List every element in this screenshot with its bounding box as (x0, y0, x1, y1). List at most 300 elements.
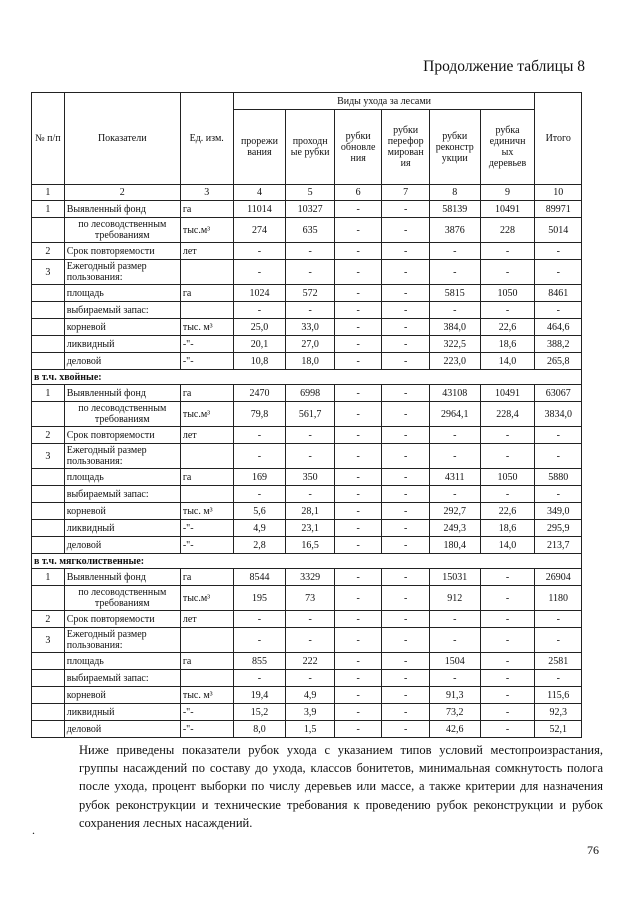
table-row (32, 336, 582, 353)
column-number: 1 (32, 185, 65, 201)
value-cell: - (334, 353, 382, 370)
row-label: выбираемый запас: (64, 670, 180, 687)
row-label: по лесоводственным требованиям (64, 586, 180, 611)
value-cell: 8544 (233, 569, 286, 586)
stray-dot: . (32, 823, 35, 837)
row-unit: тыс. м³ (180, 319, 233, 336)
value-cell: - (480, 653, 535, 670)
value-cell: - (429, 444, 480, 469)
value-cell: 23,1 (286, 520, 335, 537)
value-cell: - (334, 444, 382, 469)
value-cell: 1050 (480, 469, 535, 486)
column-number-row (32, 185, 582, 201)
value-cell: - (233, 444, 286, 469)
value-cell: 222 (286, 653, 335, 670)
row-number: 3 (32, 628, 65, 653)
row-unit: га (180, 385, 233, 402)
value-cell: 4,9 (286, 687, 335, 704)
value-cell: - (480, 687, 535, 704)
value-cell: 10327 (286, 201, 335, 218)
value-cell: - (286, 670, 335, 687)
value-cell: 3834,0 (535, 402, 582, 427)
value-cell: 18,6 (480, 336, 535, 353)
value-cell: 19,4 (233, 687, 286, 704)
value-cell: 180,4 (429, 537, 480, 554)
value-cell: 33,0 (286, 319, 335, 336)
header-col-passage: проходн ые рубки (286, 110, 335, 185)
table-row (32, 260, 582, 285)
table-caption: Продолжение таблицы 8 (423, 58, 585, 75)
value-cell: 16,5 (286, 537, 335, 554)
value-cell: 58139 (429, 201, 480, 218)
value-cell: - (480, 721, 535, 738)
value-cell: - (334, 486, 382, 503)
value-cell: 5,6 (233, 503, 286, 520)
table-row (32, 385, 582, 402)
value-cell: - (480, 444, 535, 469)
table-row (32, 569, 582, 586)
table-row (32, 285, 582, 302)
value-cell: 25,0 (233, 319, 286, 336)
column-number: 3 (180, 185, 233, 201)
value-cell: 18,6 (480, 520, 535, 537)
column-number: 5 (286, 185, 335, 201)
value-cell: - (382, 469, 430, 486)
value-cell: 350 (286, 469, 335, 486)
table-row (32, 503, 582, 520)
row-number (32, 469, 65, 486)
value-cell: 79,8 (233, 402, 286, 427)
value-cell: 384,0 (429, 319, 480, 336)
value-cell: - (233, 302, 286, 319)
value-cell: - (535, 302, 582, 319)
value-cell: - (334, 687, 382, 704)
value-cell: - (535, 670, 582, 687)
value-cell: 274 (233, 218, 286, 243)
row-unit (180, 302, 233, 319)
value-cell: - (480, 586, 535, 611)
column-number: 2 (64, 185, 180, 201)
value-cell: - (480, 569, 535, 586)
row-number (32, 704, 65, 721)
value-cell: - (334, 336, 382, 353)
value-cell: - (535, 243, 582, 260)
row-unit (180, 486, 233, 503)
value-cell: - (334, 302, 382, 319)
table-row (32, 201, 582, 218)
value-cell: 52,1 (535, 721, 582, 738)
value-cell: - (334, 201, 382, 218)
value-cell: - (535, 486, 582, 503)
value-cell: 91,3 (429, 687, 480, 704)
value-cell: 2581 (535, 653, 582, 670)
row-number: 3 (32, 444, 65, 469)
value-cell: - (334, 503, 382, 520)
value-cell: 295,9 (535, 520, 582, 537)
row-label: по лесоводственным требованиям (64, 402, 180, 427)
value-cell: - (382, 628, 430, 653)
value-cell: - (286, 260, 335, 285)
value-cell: - (382, 537, 430, 554)
value-cell: 8,0 (233, 721, 286, 738)
row-unit: тыс. м³ (180, 503, 233, 520)
value-cell: - (382, 569, 430, 586)
row-label: выбираемый запас: (64, 302, 180, 319)
value-cell: - (286, 243, 335, 260)
value-cell: 22,6 (480, 503, 535, 520)
value-cell: 22,6 (480, 319, 535, 336)
value-cell: 912 (429, 586, 480, 611)
table-row (32, 486, 582, 503)
column-number: 6 (334, 185, 382, 201)
value-cell: 42,6 (429, 721, 480, 738)
value-cell: 561,7 (286, 402, 335, 427)
value-cell: - (535, 628, 582, 653)
table-row (32, 611, 582, 628)
value-cell: 3329 (286, 569, 335, 586)
value-cell: - (334, 670, 382, 687)
column-number: 7 (382, 185, 430, 201)
row-number (32, 586, 65, 611)
value-cell: - (382, 503, 430, 520)
row-number (32, 486, 65, 503)
table-row (32, 402, 582, 427)
value-cell: 1,5 (286, 721, 335, 738)
table-row (32, 670, 582, 687)
table-row (32, 469, 582, 486)
value-cell: 14,0 (480, 537, 535, 554)
row-label: ликвидный (64, 336, 180, 353)
value-cell: 5014 (535, 218, 582, 243)
row-unit: лет (180, 243, 233, 260)
value-cell: 1050 (480, 285, 535, 302)
table-row (32, 537, 582, 554)
row-unit: га (180, 285, 233, 302)
column-number: 10 (535, 185, 582, 201)
value-cell: - (334, 402, 382, 427)
row-number: 3 (32, 260, 65, 285)
row-number (32, 218, 65, 243)
body-paragraph: Ниже приведены показатели рубок ухода с указанием типов условий местопроизрастания, группы насаждений по составу до ухода, классов бонитетов, минимальная сомкнутость полога после ухода, процент выборки по числу деревьев или массе, а также критерии для назначения рубок реконструкции и технические требования к проведению рубок реконструкции и рубок сохранения лесных насаждений. (79, 743, 603, 830)
value-cell: 213,7 (535, 537, 582, 554)
table-row (32, 444, 582, 469)
value-cell: 115,6 (535, 687, 582, 704)
value-cell: - (382, 687, 430, 704)
forest-care-table (31, 92, 582, 738)
value-cell: 223,0 (429, 353, 480, 370)
header-col-renewal: рубки обновле ния (334, 110, 382, 185)
value-cell: - (382, 243, 430, 260)
value-cell: - (429, 260, 480, 285)
row-unit: -"- (180, 721, 233, 738)
value-cell: - (382, 611, 430, 628)
value-cell: - (334, 611, 382, 628)
value-cell: 265,8 (535, 353, 582, 370)
row-label: Ежегодный размер пользования: (64, 628, 180, 653)
row-unit: га (180, 569, 233, 586)
value-cell: - (334, 628, 382, 653)
value-cell: - (233, 486, 286, 503)
table-row (32, 243, 582, 260)
row-number (32, 353, 65, 370)
value-cell: 349,0 (535, 503, 582, 520)
value-cell: - (286, 628, 335, 653)
table-row (32, 427, 582, 444)
value-cell: 2964,1 (429, 402, 480, 427)
value-cell: - (382, 218, 430, 243)
value-cell: 1504 (429, 653, 480, 670)
value-cell: 169 (233, 469, 286, 486)
row-label: площадь (64, 653, 180, 670)
row-label: Выявленный фонд (64, 569, 180, 586)
row-label: Срок повторяемости (64, 611, 180, 628)
value-cell: 18,0 (286, 353, 335, 370)
value-cell: - (233, 611, 286, 628)
row-unit: -"- (180, 704, 233, 721)
value-cell: 92,3 (535, 704, 582, 721)
value-cell: - (535, 611, 582, 628)
value-cell: - (429, 628, 480, 653)
header-col-single-trees: рубка единичн ых деревьев (480, 110, 535, 185)
row-label: Ежегодный размер пользования: (64, 444, 180, 469)
value-cell: 10,8 (233, 353, 286, 370)
value-cell: - (334, 319, 382, 336)
value-cell: - (334, 427, 382, 444)
header-np: № п/п (32, 93, 65, 185)
value-cell: 464,6 (535, 319, 582, 336)
value-cell: - (233, 260, 286, 285)
table-row (32, 721, 582, 738)
value-cell: 3,9 (286, 704, 335, 721)
value-cell: - (429, 302, 480, 319)
value-cell: 249,3 (429, 520, 480, 537)
column-number: 4 (233, 185, 286, 201)
table-row (32, 586, 582, 611)
value-cell: - (382, 586, 430, 611)
row-unit: -"- (180, 353, 233, 370)
row-unit: га (180, 469, 233, 486)
value-cell: 1180 (535, 586, 582, 611)
row-unit: га (180, 653, 233, 670)
value-cell: - (429, 611, 480, 628)
value-cell: - (480, 243, 535, 260)
value-cell: 2470 (233, 385, 286, 402)
value-cell: - (334, 537, 382, 554)
value-cell: 10491 (480, 385, 535, 402)
row-number (32, 285, 65, 302)
value-cell: - (429, 243, 480, 260)
value-cell: - (334, 586, 382, 611)
header-col-reformation: рубки перефор мирован ия (382, 110, 430, 185)
value-cell: - (286, 427, 335, 444)
row-number (32, 402, 65, 427)
value-cell: 73,2 (429, 704, 480, 721)
value-cell: 20,1 (233, 336, 286, 353)
header-col-thinning: прорежи вания (233, 110, 286, 185)
value-cell: - (535, 444, 582, 469)
row-label: деловой (64, 537, 180, 554)
row-unit (180, 444, 233, 469)
value-cell: - (480, 611, 535, 628)
row-number (32, 319, 65, 336)
value-cell: 572 (286, 285, 335, 302)
value-cell: 388,2 (535, 336, 582, 353)
value-cell: 5880 (535, 469, 582, 486)
row-unit (180, 260, 233, 285)
value-cell: - (334, 243, 382, 260)
row-number (32, 687, 65, 704)
table-row (32, 628, 582, 653)
row-number (32, 520, 65, 537)
value-cell: 195 (233, 586, 286, 611)
row-label: деловой (64, 721, 180, 738)
row-label: корневой (64, 503, 180, 520)
header-indicators: Показатели (64, 93, 180, 185)
value-cell: - (382, 704, 430, 721)
row-number (32, 302, 65, 319)
value-cell: - (480, 302, 535, 319)
value-cell: - (233, 628, 286, 653)
value-cell: - (286, 302, 335, 319)
row-unit: тыс.м³ (180, 218, 233, 243)
value-cell: - (480, 704, 535, 721)
row-unit (180, 670, 233, 687)
table-row (32, 520, 582, 537)
table-row (32, 687, 582, 704)
value-cell: - (334, 469, 382, 486)
value-cell: - (334, 704, 382, 721)
value-cell: 4,9 (233, 520, 286, 537)
table-row (32, 319, 582, 336)
value-cell: 10491 (480, 201, 535, 218)
table-row (32, 704, 582, 721)
page-number: 76 (587, 843, 599, 857)
value-cell: - (382, 486, 430, 503)
row-number (32, 336, 65, 353)
row-unit (180, 628, 233, 653)
row-unit: га (180, 201, 233, 218)
value-cell: - (286, 486, 335, 503)
row-number: 2 (32, 427, 65, 444)
value-cell: 11014 (233, 201, 286, 218)
row-number (32, 537, 65, 554)
value-cell: - (480, 628, 535, 653)
table-body (32, 201, 582, 738)
column-number: 9 (480, 185, 535, 201)
header-care-types: Виды ухода за лесами (233, 93, 535, 110)
value-cell: - (382, 670, 430, 687)
header-unit: Ед. изм. (180, 93, 233, 185)
row-unit: лет (180, 611, 233, 628)
value-cell: - (382, 285, 430, 302)
value-cell: - (382, 520, 430, 537)
row-unit: тыс.м³ (180, 402, 233, 427)
row-label: деловой (64, 353, 180, 370)
row-number: 2 (32, 611, 65, 628)
value-cell: - (382, 353, 430, 370)
value-cell: 322,5 (429, 336, 480, 353)
table-row (32, 218, 582, 243)
row-label: площадь (64, 469, 180, 486)
value-cell: 15,2 (233, 704, 286, 721)
row-label: Ежегодный размер пользования: (64, 260, 180, 285)
value-cell: - (382, 319, 430, 336)
value-cell: - (334, 653, 382, 670)
value-cell: - (382, 402, 430, 427)
value-cell: 2,8 (233, 537, 286, 554)
value-cell: 26904 (535, 569, 582, 586)
value-cell: 73 (286, 586, 335, 611)
value-cell: - (334, 721, 382, 738)
section-title: в т.ч. хвойные: (32, 370, 582, 385)
value-cell: - (480, 260, 535, 285)
value-cell: 4311 (429, 469, 480, 486)
value-cell: 27,0 (286, 336, 335, 353)
row-unit: -"- (180, 336, 233, 353)
value-cell: - (535, 260, 582, 285)
value-cell: - (382, 201, 430, 218)
row-label: ликвидный (64, 520, 180, 537)
row-unit: лет (180, 427, 233, 444)
section-title-row (32, 554, 582, 569)
value-cell: - (233, 243, 286, 260)
value-cell: 292,7 (429, 503, 480, 520)
value-cell: - (382, 302, 430, 319)
row-number: 1 (32, 201, 65, 218)
row-label: по лесоводственным требованиям (64, 218, 180, 243)
row-label: выбираемый запас: (64, 486, 180, 503)
value-cell: - (480, 427, 535, 444)
table-row (32, 653, 582, 670)
row-number: 2 (32, 243, 65, 260)
row-unit: -"- (180, 537, 233, 554)
value-cell: 15031 (429, 569, 480, 586)
value-cell: 28,1 (286, 503, 335, 520)
row-label: Срок повторяемости (64, 427, 180, 444)
row-label: корневой (64, 319, 180, 336)
value-cell: - (334, 569, 382, 586)
value-cell: - (480, 670, 535, 687)
value-cell: - (429, 427, 480, 444)
value-cell: - (334, 385, 382, 402)
table-row (32, 353, 582, 370)
row-label: Срок повторяемости (64, 243, 180, 260)
value-cell: - (535, 427, 582, 444)
section-title-row (32, 370, 582, 385)
value-cell: - (334, 260, 382, 285)
value-cell: 635 (286, 218, 335, 243)
value-cell: 14,0 (480, 353, 535, 370)
value-cell: 3876 (429, 218, 480, 243)
value-cell: 228,4 (480, 402, 535, 427)
value-cell: - (286, 611, 335, 628)
row-number (32, 670, 65, 687)
value-cell: - (382, 385, 430, 402)
row-number: 1 (32, 385, 65, 402)
row-unit: -"- (180, 520, 233, 537)
value-cell: 6998 (286, 385, 335, 402)
value-cell: - (334, 285, 382, 302)
value-cell: - (233, 670, 286, 687)
value-cell: - (382, 444, 430, 469)
table-row (32, 302, 582, 319)
value-cell: 8461 (535, 285, 582, 302)
value-cell: - (382, 260, 430, 285)
header-total: Итого (535, 93, 582, 185)
row-number (32, 503, 65, 520)
value-cell: 855 (233, 653, 286, 670)
row-unit: тыс.м³ (180, 586, 233, 611)
